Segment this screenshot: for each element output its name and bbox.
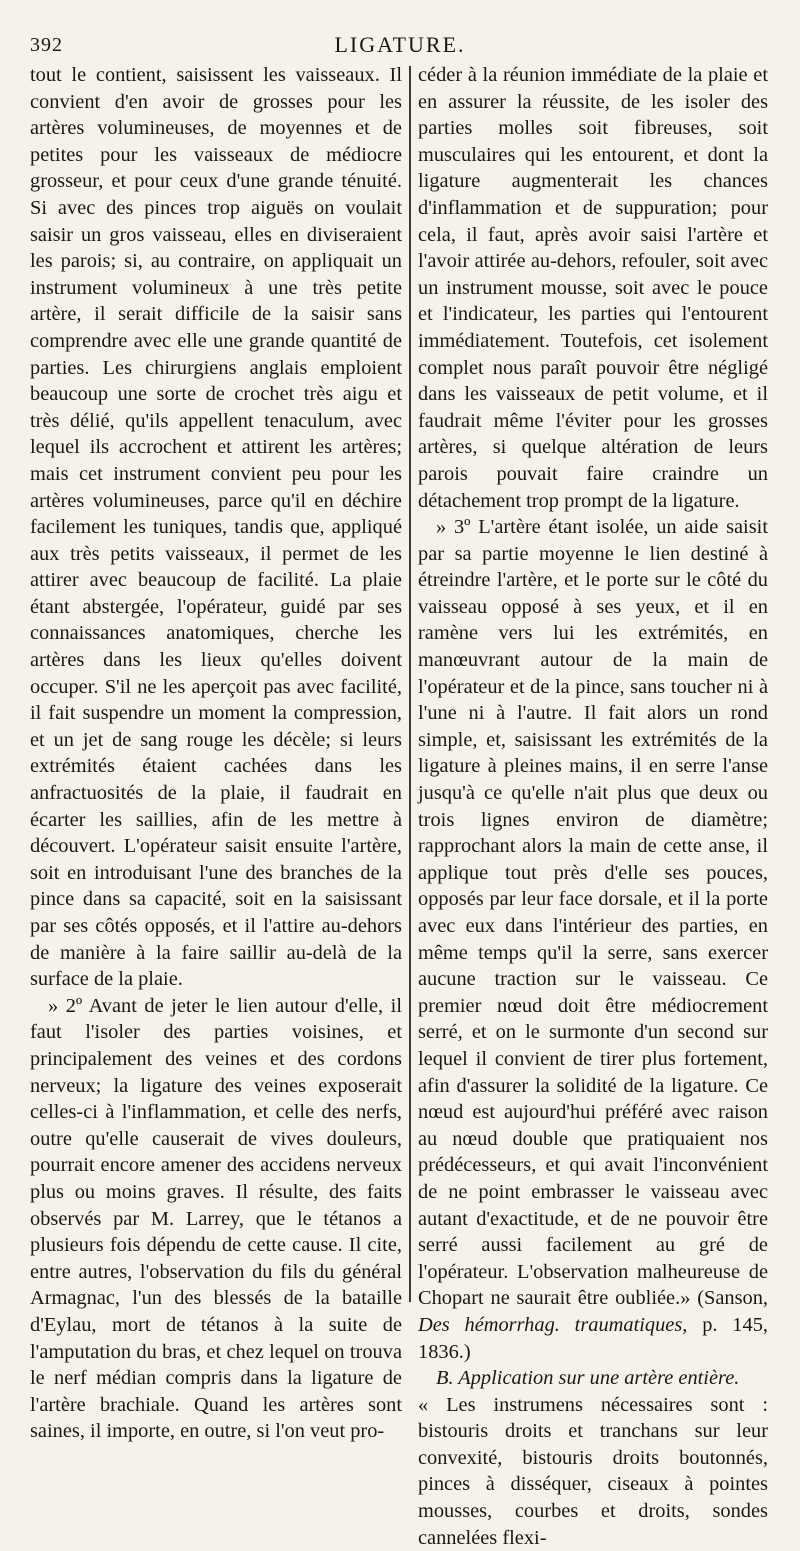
right-column [418, 62, 768, 1549]
column-divider [409, 66, 411, 1302]
citation-title: Des hémorrhag. traumatiques, [418, 1313, 688, 1336]
page-number: 392 [30, 34, 63, 56]
paragraph-text: » 3º L'artère étant isolée, un aide saisit par sa partie moyenne le lien destiné à étreindre l'artère, et le porte sur le côté du vaisseau opposé à ses yeux, et il en ramène vers lui les extrémités, en manœuvrant autour de la main de l'opérateur et de la pince, sans toucher ni à l'une ni à l'autre. Il fait alors un rond simple, et, saisissant les extrémités de la ligature à pleines mains, il en serre l'anse jusqu'à ce qu'elle n'ait plus que deux ou trois lignes environ de diamètre; rapprochant alors la main de cette anse, il applique tout près d'elle ses pouces, opposés par leur face dorsale, et il la porte avec eux dans l'intérieur des parties, en même temps qu'il la serre, sans exercer aucune traction sur le vaisseau. Ce premier nœud doit être médiocrement serré, et on le surmonte d'un second sur lequel il convient de tirer plus fortement, afin d'assurer la solidité de la ligature. Ce nœud est aujourd'hui préféré avec raison au nœud double que pratiquaient nos prédécesseurs, et qui avait l'inconvénient de ne point embrasser le vaisseau avec autant d'exactitude, et de ne pouvoir être serré aussi facilement au gré de l'opérateur. L'observation malheureuse de Chopart ne saurait être oubliée.» (Sanson, [418, 516, 768, 1310]
section-heading: B. Application sur une artère entière. [436, 1367, 740, 1390]
paragraph [418, 514, 768, 1365]
paragraph: céder à la réunion immédiate de la plaie et en assurer la réussite, de les isoler des parties molles soit fibreuses, soit musculaires qui les entourent, et dont la ligature augmenterait les chances d'inflammation et de suppuration; pour cela, il faut, après avoir saisi l'artère et l'avoir attirée au-dehors, refouler, soit avec un instrument mousse, soit avec le pouce et l'indicateur, les parties qui l'entourent immédiatement. Toutefois, cet isolement complet nous paraît pouvoir être négligé dans les vaisseaux de petit volume, et il faudrait même l'éviter pour les grosses artères, si quelque altération de leurs parois pouvait faire craindre un détachement trop prompt de la ligature. [418, 64, 768, 512]
paragraph: tout le contient, saisissent les vaisseaux. Il convient d'en avoir de grosses pour les artères volumineuses, de moyennes et de petites pour les vaisseaux de médiocre grosseur, et pour ceux d'une grande ténuité. Si avec des pinces trop aiguës on voulait saisir un gros vaisseau, elles en diviseraient les parois; si, au contraire, on appliquait un instrument volumineux à une très petite artère, il serait difficile de la saisir sans comprendre avec elle une grande quantité de parties. Les chirurgiens anglais emploient beaucoup une sorte de crochet très aigu et très délié, qu'ils appellent tenaculum, avec lequel ils accrochent et attirent les artères; mais cet instrument convient peu pour les artères volumineuses, parce qu'il en déchire facilement les tuniques, tandis que, appliqué aux très petits vaisseaux, il permet de les attirer avec beaucoup de facilité. La plaie étant abstergée, l'opérateur, guidé par ses connaissances anatomiques, cherche les artères dans les lieux qu'elles doivent occuper. S'il ne les aperçoit pas avec facilité, il fait suspendre un moment la compression, et un jet de sang rouge les décèle; si leurs extrémités étaient cachées dans les anfractuosités de la plaie, il faudrait en écarter les saillies, afin de les mettre à découvert. L'opérateur saisit ensuite l'artère, soit en introduisant l'une des branches de la pince dans sa capacité, soit en la saisissant par ses côtés opposés, et il l'attire au-dehors de manière à la faire saillir au-delà de la surface de la plaie. [30, 64, 402, 991]
citation-details: p. 145, 1836.) [418, 1313, 768, 1363]
running-title: LIGATURE. [334, 32, 466, 57]
left-column [30, 62, 402, 1443]
paragraph: « Les instrumens nécessaires sont : bistouris droits et tranchans sur leur convexité, bistouris droits boutonnés, pinces à disséquer, ciseaux à pointes mousses, courbes et droits, sondes cannelées flexi- [418, 1393, 768, 1549]
paragraph: » 2º Avant de jeter le lien autour d'elle, il faut l'isoler des parties voisines, et principalement des veines et des cordons nerveux; la ligature des veines exposerait celles-ci à l'inflammation, et celle des nerfs, outre qu'elle causerait de vives douleurs, pourrait encore amener des accidens nerveux plus ou moins graves. Il résulte, des faits observés par M. Larrey, que le tétanos a plusieurs fois dépendu de cette cause. Il cite, entre autres, l'observation du fils du général Armagnac, l'un des blessés de la bataille d'Eylau, mort de tétanos à la suite de l'amputation du bras, et chez lequel on trouva le nerf médian compris dans la ligature de l'artère brachiale. Quand les artères sont saines, il importe, en outre, si l'on veut pro- [30, 994, 402, 1443]
